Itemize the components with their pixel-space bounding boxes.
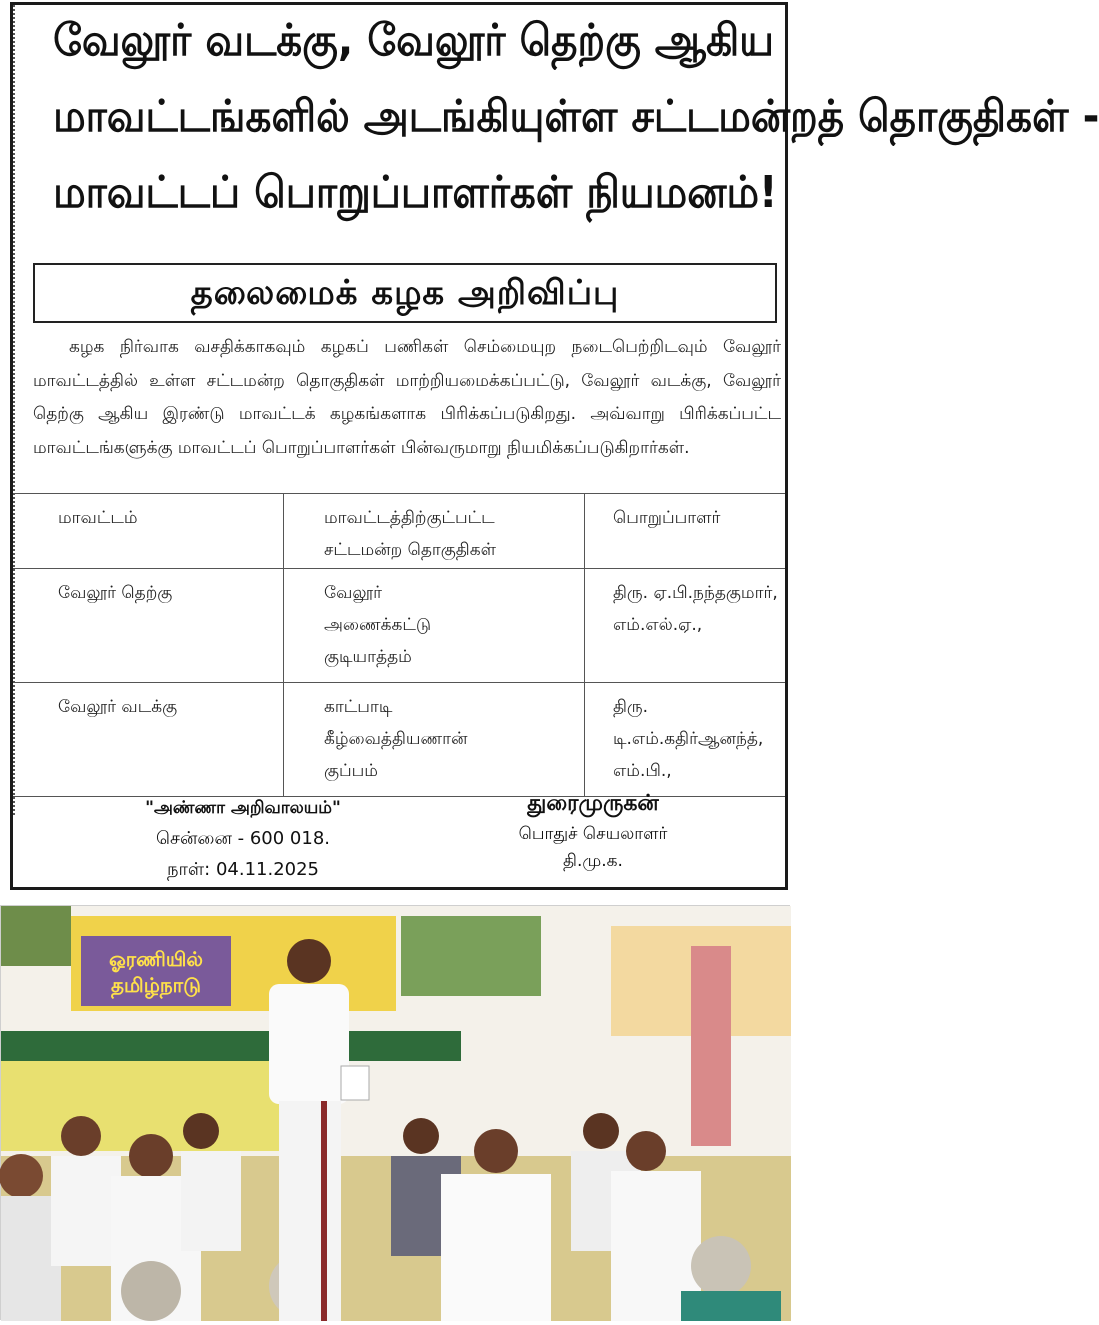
meeting-photo-illustration — [1, 906, 791, 1321]
speaker-shirt — [269, 984, 349, 1104]
footer-date: நாள்: 04.11.2025 — [166, 859, 320, 880]
person-head — [403, 1118, 439, 1154]
banner-title-1: ஓரணியில் — [109, 947, 203, 971]
announcement-box — [10, 2, 1099, 890]
dhoti-border — [321, 1101, 327, 1321]
signatory-party: தி.மு.க. — [563, 851, 623, 871]
person-head — [61, 1116, 101, 1156]
person-head — [183, 1113, 219, 1149]
appointments-table — [13, 493, 785, 797]
signatory-designation: பொதுச் செயலாளர் — [518, 824, 668, 844]
subheading-box — [33, 263, 777, 323]
signatory-name: துரைமுருகன் — [527, 791, 659, 816]
wall-pillar — [691, 946, 731, 1146]
person-body — [441, 1174, 551, 1321]
footer-signature — [483, 787, 703, 875]
headline-line-3: மாவட்டப் பொறுப்பாளர்கள் நியமனம்! — [53, 167, 778, 218]
table-header-row — [13, 494, 785, 569]
canopy — [1, 1031, 461, 1061]
row-incharge: திரு. டி.எம்.கதிர்ஆனந்த், எம்.பி., — [585, 683, 786, 797]
table-row — [13, 683, 785, 797]
person-body — [681, 1291, 781, 1321]
header-district: மாவட்டம் — [13, 494, 284, 569]
person-head — [129, 1134, 173, 1178]
banner-title-2: தமிழ்நாடு — [111, 973, 201, 997]
footer-venue: "அண்ணா அறிவாலயம்" — [145, 798, 341, 818]
headline-line-2: மாவட்டங்களில் அடங்கியுள்ள சட்டமன்றத் தொகுதிகள் - — [53, 91, 1099, 142]
header-incharge: பொறுப்பாளர் — [585, 494, 786, 569]
row-incharge: திரு. ஏ.பி.நந்தகுமார், எம்.எல்.ஏ., — [585, 569, 786, 683]
person-head — [474, 1129, 518, 1173]
footer-address — [103, 793, 383, 885]
tree — [401, 916, 541, 996]
person-head — [121, 1261, 181, 1321]
paper — [341, 1066, 369, 1100]
person-head — [0, 1154, 43, 1198]
row-district: வேலூர் தெற்கு — [13, 569, 284, 683]
headline-line-1: வேலூர் வடக்கு, வேலூர் தெற்கு ஆகிய — [53, 15, 774, 66]
footer-city: சென்னை - 600 018. — [155, 828, 330, 849]
header-constituencies: மாவட்டத்திற்குட்பட்ட சட்டமன்ற தொகுதிகள் — [284, 494, 585, 569]
speaker-dhoti — [279, 1101, 341, 1321]
person-head — [583, 1113, 619, 1149]
person-body — [181, 1151, 241, 1251]
body-paragraph: கழக நிர்வாக வசதிக்காகவும் கழகப் பணிகள் செம்மையுற நடைபெற்றிடவும் வேலூர் மாவட்டத்தில் உள்ள சட்டமன்ற தொகுதிகள் மாற்றியமைக்கப்பட்டு, வேலூர் வடக்கு, வேலூர் தெற்கு ஆகிய இரண்டு மாவட்டக் கழகங்களாக பிரிக்கப்படுகிறது. அவ்வாறு பிரிக்கப்பட்ட மாவட்டங்களுக்கு மாவட்டப் பொறுப்பாளர்கள் பின்வருமாறு நியமிக்கப்படுகிறார்கள். — [33, 337, 781, 458]
person-head — [691, 1236, 751, 1296]
speaker-head — [287, 939, 331, 983]
subheading: தலைமைக் கழக அறிவிப்பு — [190, 273, 620, 313]
row-constituencies: காட்பாடி கீழ்வைத்தியணான் குப்பம் — [284, 683, 585, 797]
person-body — [51, 1156, 121, 1266]
person-head — [626, 1131, 666, 1171]
tree — [1, 906, 71, 966]
meeting-photo — [0, 905, 790, 1320]
table-row — [13, 569, 785, 683]
row-constituencies: வேலூர் அணைக்கட்டு குடியாத்தம் — [284, 569, 585, 683]
row-district: வேலூர் வடக்கு — [13, 683, 284, 797]
